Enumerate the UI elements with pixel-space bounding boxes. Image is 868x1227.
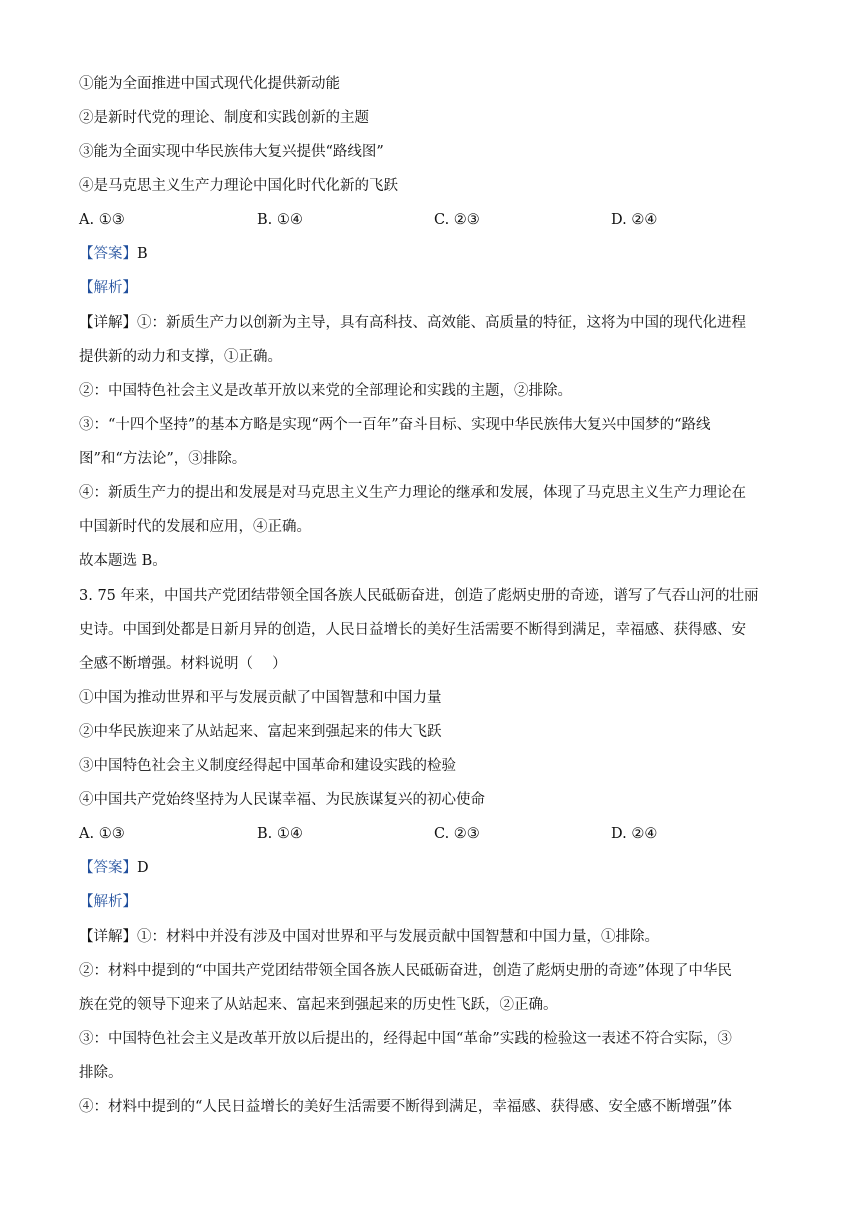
question-stem-line: 全感不断增强。材料说明（ ）	[79, 656, 287, 672]
detail-text: ①：新质生产力以创新为主导，具有高科技、高效能、高质量的特征，这将为中国的现代化进程	[137, 315, 746, 331]
option-a: A. ①③	[79, 212, 125, 228]
answer-tag: 【答案】	[79, 860, 137, 876]
question-stem-line: 史诗。中国到处都是日新月异的创造，人民日益增长的美好生活需要不断得到满足，幸福感、获得感、安	[79, 622, 746, 638]
option-b: B. ①④	[257, 826, 303, 842]
detail-tag: 【详解】	[79, 315, 137, 331]
statement-3: ③中国特色社会主义制度经得起中国革命和建设实践的检验	[79, 758, 456, 774]
detail-text-line: ③：中国特色社会主义是改革开放以后提出的，经得起中国“革命”实践的检验这一表述不符合实际，③	[79, 1031, 732, 1047]
option-d: D. ②④	[611, 212, 658, 228]
detail-text-line: 族在党的领导下迎来了从站起来、富起来到强起来的历史性飞跃，②正确。	[79, 997, 558, 1013]
analysis-line	[79, 278, 791, 298]
statement-1: ①中国为推动世界和平与发展贡献了中国智慧和中国力量	[79, 690, 442, 706]
analysis-line	[79, 892, 791, 912]
option-c: C. ②③	[434, 826, 480, 842]
statement-2: ②是新时代党的理论、制度和实践创新的主题	[79, 110, 369, 126]
detail-text-line: ④：材料中提到的“人民日益增长的美好生活需要不断得到满足，幸福感、获得感、安全感不断增强”体	[79, 1099, 732, 1115]
analysis-tag: 【解析】	[79, 280, 137, 296]
answer-value: B	[137, 246, 148, 262]
answer-line	[79, 858, 791, 878]
option-a: A. ①③	[79, 826, 125, 842]
detail-text-line: ③：“十四个坚持”的基本方略是实现“两个一百年”奋斗目标、实现中华民族伟大复兴中国梦的“路线	[79, 417, 711, 433]
conclusion-line: 故本题选 B。	[79, 553, 167, 569]
detail-text: ①：材料中并没有涉及中国对世界和平与发展贡献中国智慧和中国力量，①排除。	[137, 929, 659, 945]
statement-3: ③能为全面实现中华民族伟大复兴提供“路线图”	[79, 144, 384, 160]
statement-2: ②中华民族迎来了从站起来、富起来到强起来的伟大飞跃	[79, 724, 442, 740]
detail-text-line: 图”和“方法论”，③排除。	[79, 451, 247, 467]
question-stem-line: 3. 75 年来，中国共产党团结带领全国各族人民砥砺奋进，创造了彪炳史册的奇迹，谱写了气吞山河的壮丽	[79, 588, 759, 604]
answer-line	[79, 244, 791, 264]
option-c: C. ②③	[434, 212, 480, 228]
detail-text-line: 中国新时代的发展和应用，④正确。	[79, 519, 311, 535]
option-b: B. ①④	[257, 212, 303, 228]
detail-line	[79, 313, 791, 333]
detail-text-line: 排除。	[79, 1065, 123, 1081]
detail-text-line: ②：中国特色社会主义是改革开放以来党的全部理论和实践的主题，②排除。	[79, 383, 572, 399]
analysis-tag: 【解析】	[79, 894, 137, 910]
answer-value: D	[137, 860, 149, 876]
detail-line	[79, 927, 791, 947]
answer-tag: 【答案】	[79, 246, 137, 262]
options-row	[79, 210, 791, 230]
statement-4: ④中国共产党始终坚持为人民谋幸福、为民族谋复兴的初心使命	[79, 792, 485, 808]
detail-text-line: ④：新质生产力的提出和发展是对马克思主义生产力理论的继承和发展，体现了马克思主义生产力理论在	[79, 485, 746, 501]
option-d: D. ②④	[611, 826, 658, 842]
detail-text-line: 提供新的动力和支撑，①正确。	[79, 349, 282, 365]
detail-text-line: ②：材料中提到的“中国共产党团结带领全国各族人民砥砺奋进，创造了彪炳史册的奇迹”体现了中华民	[79, 963, 732, 979]
statement-1: ①能为全面推进中国式现代化提供新动能	[79, 76, 340, 92]
detail-tag: 【详解】	[79, 929, 137, 945]
statement-4: ④是马克思主义生产力理论中国化时代化新的飞跃	[79, 178, 398, 194]
options-row	[79, 824, 791, 844]
